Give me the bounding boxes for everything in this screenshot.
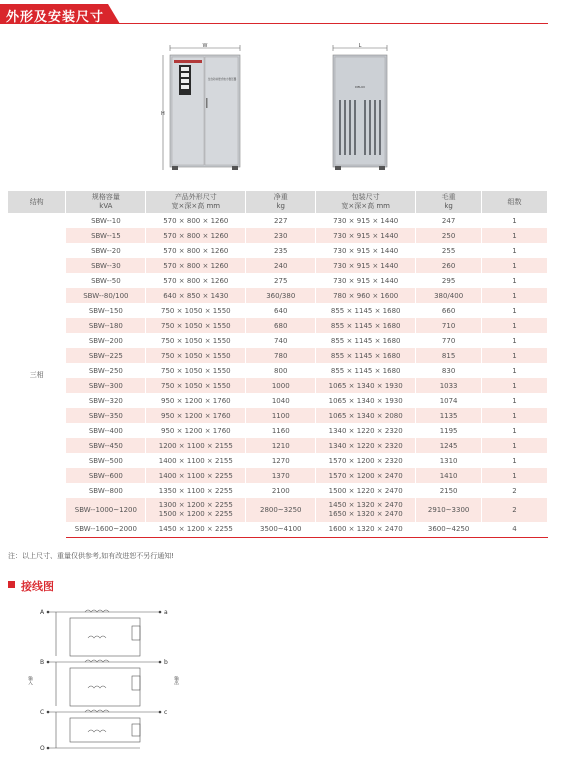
table-cell: 1 <box>482 228 548 243</box>
terminal-B: B <box>40 659 45 666</box>
table-cell: 2100 <box>246 483 316 498</box>
table-cell: 255 <box>416 243 482 258</box>
table-cell: 250 <box>416 228 482 243</box>
table-cell: 780 <box>246 348 316 363</box>
table-cell: 295 <box>416 273 482 288</box>
table-row <box>8 258 548 273</box>
table-cell: 1370 <box>246 468 316 483</box>
wiring-title: 接线图 <box>21 580 54 593</box>
table-cell: SBW--180 <box>66 318 146 333</box>
height-dim-label: H <box>161 111 165 117</box>
table-cell: 750 × 1050 × 1550 <box>146 303 246 318</box>
table-cell: 230 <box>246 228 316 243</box>
table-cell: SBW--1000~1200 <box>66 498 146 522</box>
table-cell: 950 × 1200 × 1760 <box>146 423 246 438</box>
table-cell: SBW--800 <box>66 483 146 498</box>
table-cell: 800 <box>246 363 316 378</box>
table-row <box>8 348 548 363</box>
table-cell: 1245 <box>416 438 482 453</box>
table-cell: SBW--600 <box>66 468 146 483</box>
table-cell: SBW--20 <box>66 243 146 258</box>
table-cell: SBW--320 <box>66 393 146 408</box>
table-row <box>8 288 548 303</box>
table-cell: 240 <box>246 258 316 273</box>
table-cell: SBW--150 <box>66 303 146 318</box>
table-cell: 235 <box>246 243 316 258</box>
table-cell: 227 <box>246 213 316 228</box>
table-cell: 830 <box>416 363 482 378</box>
table-cell: 750 × 1050 × 1550 <box>146 363 246 378</box>
table-cell: 1 <box>482 393 548 408</box>
table-cell: 2910~3300 <box>416 498 482 522</box>
table-cell: 1 <box>482 348 548 363</box>
spec-table <box>8 191 548 538</box>
table-cell: SBW--1600~2000 <box>66 522 146 537</box>
header-gross-weight: 毛重 kg <box>416 191 482 213</box>
table-cell: 1 <box>482 243 548 258</box>
table-cell: 750 × 1050 × 1550 <box>146 318 246 333</box>
table-cell: 1500 × 1220 × 2470 <box>316 483 416 498</box>
terminal-a: a <box>164 609 168 616</box>
table-cell: 855 × 1145 × 1680 <box>316 363 416 378</box>
table-cell: 660 <box>416 303 482 318</box>
table-cell: 1040 <box>246 393 316 408</box>
front-view-figure <box>160 40 250 180</box>
table-cell: 570 × 800 × 1260 <box>146 273 246 288</box>
table-cell: 1 <box>482 438 548 453</box>
table-row <box>8 522 548 537</box>
table-row <box>8 378 548 393</box>
table-cell: SBW--80/100 <box>66 288 146 303</box>
table-cell: 750 × 1050 × 1550 <box>146 348 246 363</box>
table-cell: 1270 <box>246 453 316 468</box>
table-cell: 570 × 800 × 1260 <box>146 228 246 243</box>
table-cell: 855 × 1145 × 1680 <box>316 303 416 318</box>
section-header <box>0 4 569 26</box>
terminal-O: O <box>40 745 45 752</box>
table-row <box>8 228 548 243</box>
side-view-figure <box>325 40 395 180</box>
table-cell: 4 <box>482 522 548 537</box>
table-cell: 780 × 960 × 1600 <box>316 288 416 303</box>
table-row <box>8 498 548 522</box>
terminal-c: c <box>164 709 168 716</box>
table-cell: 2 <box>482 498 548 522</box>
table-cell: 1 <box>482 363 548 378</box>
table-cell: 730 × 915 × 1440 <box>316 228 416 243</box>
table-cell: 1310 <box>416 453 482 468</box>
table-cell: 1400 × 1100 × 2255 <box>146 468 246 483</box>
table-cell: 815 <box>416 348 482 363</box>
table-cell: 3500~4100 <box>246 522 316 537</box>
table-cell: 1 <box>482 408 548 423</box>
table-cell: 1 <box>482 258 548 273</box>
table-cell: 750 × 1050 × 1550 <box>146 378 246 393</box>
table-cell: 740 <box>246 333 316 348</box>
table-cell: 247 <box>416 213 482 228</box>
table-row <box>8 483 548 498</box>
table-cell: 855 × 1145 × 1680 <box>316 318 416 333</box>
table-cell: SBW--15 <box>66 228 146 243</box>
table-cell: 1450 × 1320 × 2470 1650 × 1320 × 2470 <box>316 498 416 522</box>
header-groups: 组数 <box>482 191 548 213</box>
table-cell: 750 × 1050 × 1550 <box>146 333 246 348</box>
table-cell: 1570 × 1200 × 2470 <box>316 468 416 483</box>
table-row <box>8 453 548 468</box>
table-cell: 1600 × 1320 × 2470 <box>316 522 416 537</box>
table-cell: 570 × 800 × 1260 <box>146 213 246 228</box>
table-cell: 1 <box>482 318 548 333</box>
table-cell: 1 <box>482 468 548 483</box>
table-cell: SBW--350 <box>66 408 146 423</box>
width-dim-label: W <box>202 43 208 49</box>
table-cell: 2800~3250 <box>246 498 316 522</box>
table-cell: 1340 × 1220 × 2320 <box>316 423 416 438</box>
table-cell: 730 × 915 × 1440 <box>316 273 416 288</box>
table-cell: 1160 <box>246 423 316 438</box>
table-cell: 1 <box>482 273 548 288</box>
table-cell: 1400 × 1100 × 2155 <box>146 453 246 468</box>
table-cell: 640 <box>246 303 316 318</box>
table-cell: 855 × 1145 × 1680 <box>316 348 416 363</box>
table-cell: 730 × 915 × 1440 <box>316 243 416 258</box>
table-cell: 1135 <box>416 408 482 423</box>
header-capacity: 规格容量 kVA <box>66 191 146 213</box>
table-cell: 950 × 1200 × 1760 <box>146 393 246 408</box>
depth-dim-label: L <box>358 43 362 49</box>
table-cell: SBW--225 <box>66 348 146 363</box>
table-cell: 570 × 800 × 1260 <box>146 243 246 258</box>
table-cell: SBW--250 <box>66 363 146 378</box>
table-cell: 360/380 <box>246 288 316 303</box>
table-cell: 1 <box>482 423 548 438</box>
table-cell: SBW--200 <box>66 333 146 348</box>
table-cell: 2 <box>482 483 548 498</box>
wiring-diagram <box>27 600 190 758</box>
table-cell: 730 × 915 × 1440 <box>316 213 416 228</box>
table-cell: 260 <box>416 258 482 273</box>
table-cell: 1074 <box>416 393 482 408</box>
table-cell: 1065 × 1340 × 1930 <box>316 378 416 393</box>
table-cell: 1000 <box>246 378 316 393</box>
table-cell: 1 <box>482 288 548 303</box>
table-row <box>8 213 548 228</box>
table-cell: 1 <box>482 303 548 318</box>
table-cell: 640 × 850 × 1430 <box>146 288 246 303</box>
table-row <box>8 243 548 258</box>
panel-label: 全自动补偿式电力稳压器 <box>207 78 237 81</box>
table-row <box>8 363 548 378</box>
table-cell: 1195 <box>416 423 482 438</box>
table-row <box>8 408 548 423</box>
table-row <box>8 273 548 288</box>
header-net-weight: 净重 kg <box>246 191 316 213</box>
table-cell: 855 × 1145 × 1680 <box>316 333 416 348</box>
header-pack-size: 包装尺寸 宽×深×高 mm <box>316 191 416 213</box>
table-cell: SBW--10 <box>66 213 146 228</box>
header-rule <box>118 23 548 24</box>
footnote: 注：以上尺寸、重量仅供参考,如有改进恕不另行通知! <box>8 552 175 560</box>
table-row <box>8 468 548 483</box>
table-cell: 1100 <box>246 408 316 423</box>
output-label: 输出 <box>173 676 179 685</box>
table-header-row <box>8 191 548 213</box>
input-label: 输入 <box>27 676 33 685</box>
table-cell: 1 <box>482 453 548 468</box>
table-cell: 950 × 1200 × 1760 <box>146 408 246 423</box>
table-cell: 3600~4250 <box>416 522 482 537</box>
table-cell: SBW--300 <box>66 378 146 393</box>
table-row <box>8 423 548 438</box>
table-cell: 1350 × 1100 × 2255 <box>146 483 246 498</box>
header-size: 产品外形尺寸 宽×深×高 mm <box>146 191 246 213</box>
header-structure: 结构 <box>8 191 66 213</box>
table-cell: 380/400 <box>416 288 482 303</box>
table-cell: 275 <box>246 273 316 288</box>
table-cell: SBW--450 <box>66 438 146 453</box>
table-cell: 1065 × 1340 × 2080 <box>316 408 416 423</box>
table-row <box>8 333 548 348</box>
table-cell: 710 <box>416 318 482 333</box>
table-cell: 1210 <box>246 438 316 453</box>
terminal-A: A <box>40 609 45 616</box>
table-cell: SBW--500 <box>66 453 146 468</box>
table-cell: 2150 <box>416 483 482 498</box>
table-cell: 1033 <box>416 378 482 393</box>
table-cell: SBW--400 <box>66 423 146 438</box>
brand-label: DELIXI <box>355 85 365 89</box>
table-cell: 1300 × 1200 × 2255 1500 × 1200 × 2255 <box>146 498 246 522</box>
table-row <box>8 303 548 318</box>
table-cell: SBW--50 <box>66 273 146 288</box>
table-cell: SBW--30 <box>66 258 146 273</box>
table-cell: 1 <box>482 333 548 348</box>
table-cell: 1 <box>482 213 548 228</box>
terminal-C: C <box>40 709 45 716</box>
bullet-square-icon <box>8 581 15 588</box>
table-row <box>8 393 548 408</box>
table-row <box>8 318 548 333</box>
table-cell: 770 <box>416 333 482 348</box>
table-cell: 680 <box>246 318 316 333</box>
table-row <box>8 438 548 453</box>
table-cell: 1410 <box>416 468 482 483</box>
table-cell: 1340 × 1220 × 2320 <box>316 438 416 453</box>
table-cell: 1065 × 1340 × 1930 <box>316 393 416 408</box>
structure-cell: 三相 <box>8 213 66 537</box>
table-cell: 1450 × 1200 × 2255 <box>146 522 246 537</box>
table-cell: 1 <box>482 378 548 393</box>
table-cell: 570 × 800 × 1260 <box>146 258 246 273</box>
terminal-b: b <box>164 659 168 666</box>
table-cell: 1570 × 1200 × 2320 <box>316 453 416 468</box>
page-title: 外形及安装尺寸 <box>6 10 105 25</box>
table-cell: 730 × 915 × 1440 <box>316 258 416 273</box>
table-cell: 1200 × 1100 × 2155 <box>146 438 246 453</box>
